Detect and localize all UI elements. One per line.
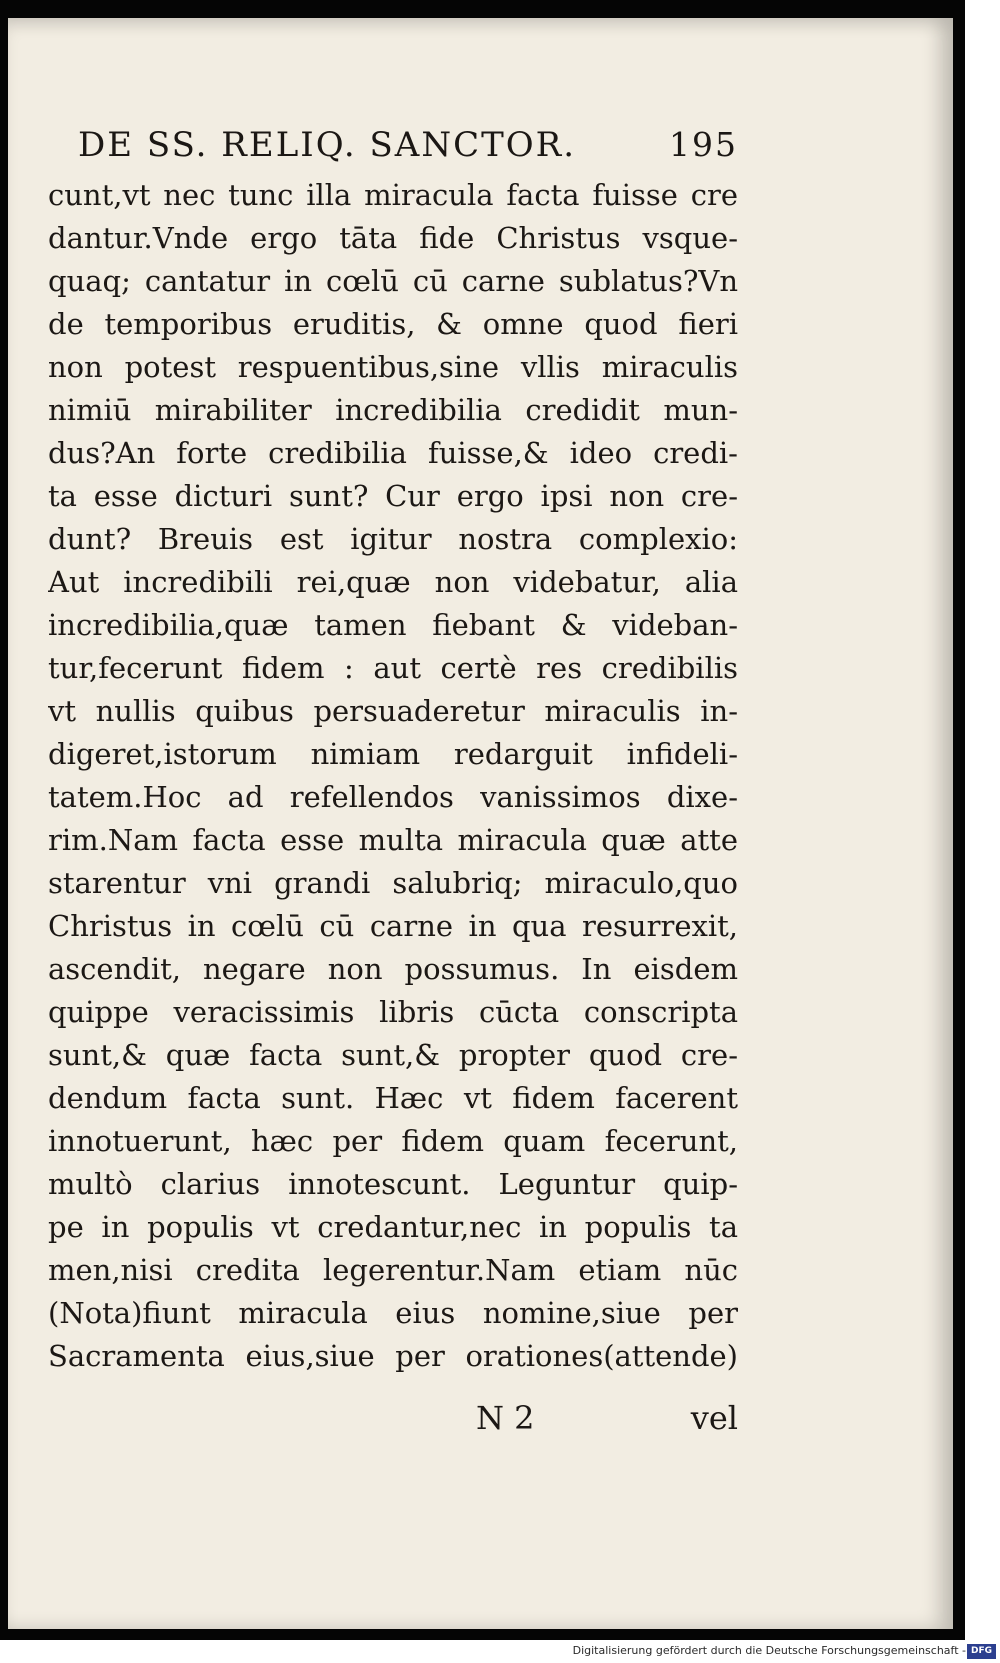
text-line: quaq; cantatur in cœlū cū carne sublatus?Vn <box>48 264 738 298</box>
text-line: rim.Nam facta esse multa miracula quæ atte <box>48 823 738 857</box>
running-head-title: DE SS. RELIQ. SANCTOR. <box>78 125 577 165</box>
text-line: digeret,istorum nimiam redarguit infideli- <box>48 737 738 771</box>
text-line: (Nota)fiunt miracula eius nomine,siue per <box>48 1296 738 1330</box>
text-line: vt nullis quibus persuaderetur miraculis in- <box>48 694 738 728</box>
digitization-footer <box>0 1640 1000 1663</box>
catchword: vel <box>690 1399 738 1437</box>
text-line: ascendit, negare non possumus. In eisdem <box>48 952 738 986</box>
text-line: nimiū mirabiliter incredibilia credidit mun- <box>48 393 738 427</box>
text-line: non potest respuentibus,sine vllis miraculis <box>48 350 738 384</box>
text-line: Christus in cœlū cū carne in qua resurrexit, <box>48 909 738 943</box>
signature-mark: N 2 <box>476 1399 535 1437</box>
text-line: dendum facta sunt. Hæc vt fidem facerent <box>48 1081 738 1115</box>
text-line: men,nisi credita legerentur.Nam etiam nūc <box>48 1253 738 1287</box>
text-line: ta esse dicturi sunt? Cur ergo ipsi non cre- <box>48 479 738 513</box>
text-block <box>48 174 738 1424</box>
text-line: incredibilia,quæ tamen fiebant & videban- <box>48 608 738 642</box>
text-line: de temporibus eruditis, & omne quod fieri <box>48 307 738 341</box>
catchline <box>476 1394 738 1442</box>
book-page <box>8 18 953 1629</box>
text-line: starentur vni grandi salubriq; miraculo,quo <box>48 866 738 900</box>
text-line: innotuerunt, hæc per fidem quam fecerunt, <box>48 1124 738 1158</box>
text-line: quippe veracissimis libris cūcta conscripta <box>48 995 738 1029</box>
funding-credit: Digitalisierung gefördert durch die Deutsche Forschungsgemeinschaft - <box>572 1644 966 1657</box>
text-line: tatem.Hoc ad refellendos vanissimos dixe- <box>48 780 738 814</box>
text-line: Aut incredibili rei,quæ non videbatur, alia <box>48 565 738 599</box>
text-line: pe in populis vt credantur,nec in populis ta <box>48 1210 738 1244</box>
text-line: dunt? Breuis est igitur nostra complexio: <box>48 522 738 556</box>
dfg-logo: DFG <box>967 1644 996 1659</box>
running-head <box>78 119 738 171</box>
text-line: sunt,& quæ facta sunt,& propter quod cre- <box>48 1038 738 1072</box>
page-number: 195 <box>669 125 738 164</box>
text-line: multò clarius innotescunt. Leguntur quip- <box>48 1167 738 1201</box>
text-line: dus?An forte credibilia fuisse,& ideo credi- <box>48 436 738 470</box>
text-line: dantur.Vnde ergo tāta fide Christus vsque- <box>48 221 738 255</box>
text-line: cunt,vt nec tunc illa miracula facta fuisse cre <box>48 178 738 212</box>
text-line: tur,fecerunt fidem : aut certè res credibilis <box>48 651 738 685</box>
text-line: Sacramenta eius,siue per orationes(attende) <box>48 1339 738 1373</box>
